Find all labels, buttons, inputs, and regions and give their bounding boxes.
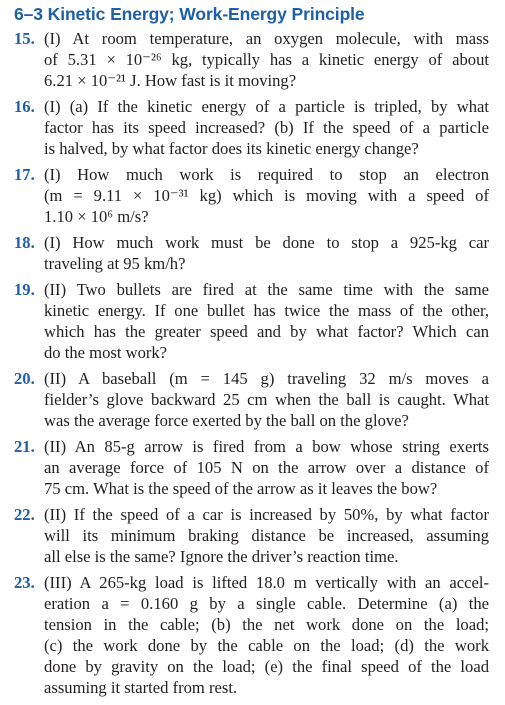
problem-line: (I) How much work must be done to stop a 925-kg car [44,233,489,252]
section-heading: 6–3 Kinetic Energy; Work-Energy Principle [14,4,365,24]
problem-line: all else is the same? Ignore the driver’s reaction time. [44,547,399,566]
problem-number: 18. [14,233,35,252]
problem-number: 20. [14,369,35,388]
problem-line: do the most work? [44,343,168,362]
problem-line: 1.10 × 10⁶ m/s? [44,207,149,226]
problem-text [44,164,489,227]
problem-line: done by gravity on the load; (e) the final speed of the load [44,657,489,676]
problem-line: is halved, by what factor does its kinetic energy change? [44,139,419,158]
problem-item [14,504,489,567]
problem-line: will its minimum braking distance be increased, assuming [44,526,489,545]
problem-line: kinetic energy. If one bullet has twice the mass of the other, [44,301,489,320]
problem-line: tension in the cable; (b) the net work done on the load; [44,615,489,634]
problem-line: (c) the work done by the cable on the load; (d) the work [44,636,489,655]
problem-text [44,232,489,274]
problem-list [14,28,489,698]
problem-line: (II) An 85-g arrow is fired from a bow whose string exerts [44,437,489,456]
problem-text [44,279,489,363]
problem-item [14,279,489,363]
problem-line: an average force of 105 N on the arrow over a distance of [44,458,489,477]
problem-item [14,164,489,227]
problem-number: 21. [14,437,35,456]
problem-item [14,232,489,274]
problem-item [14,96,489,159]
problem-line: factor has its speed increased? (b) If the speed of a particle [44,118,489,137]
problem-item [14,572,489,698]
problem-line: (I) At room temperature, an oxygen molecule, with mass [44,29,489,48]
problem-line: fielder’s glove backward 25 cm when the ball is caught. What [44,390,489,409]
problem-line: 75 cm. What is the speed of the arrow as it leaves the bow? [44,479,438,498]
problem-line: eration a = 0.160 g by a single cable. Determine (a) the [44,594,489,613]
problem-text [44,368,489,431]
problem-item [14,436,489,499]
problem-line: which has the greater speed and by what factor? Which can [44,322,489,341]
problem-line: 6.21 × 10⁻²¹ J. How fast is it moving? [44,71,297,90]
problem-number: 16. [14,97,35,116]
problem-line: of 5.31 × 10⁻²⁶ kg, typically has a kinetic energy of about [44,50,489,69]
problem-item [14,368,489,431]
problem-text [44,28,489,91]
problem-line: assuming it started from rest. [44,678,238,697]
problem-line: (I) How much work is required to stop an electron [44,165,489,184]
problem-line: (III) A 265-kg load is lifted 18.0 m vertically with an accel- [44,573,489,592]
problem-line: (II) A baseball (m = 145 g) traveling 32 m/s moves a [44,369,489,388]
problem-text [44,504,489,567]
problem-line: (I) (a) If the kinetic energy of a particle is tripled, by what [44,97,489,116]
problem-number: 19. [14,280,35,299]
problem-number: 22. [14,505,35,524]
problem-line: was the average force exerted by the ball on the glove? [44,411,409,430]
problem-text [44,572,489,698]
problem-line: (m = 9.11 × 10⁻³¹ kg) which is moving with a speed of [44,186,489,205]
problem-number: 17. [14,165,35,184]
problem-number: 23. [14,573,35,592]
problem-text [44,436,489,499]
problem-line: (II) Two bullets are fired at the same time with the same [44,280,489,299]
problem-number: 15. [14,29,35,48]
problem-item [14,28,489,91]
problem-line: traveling at 95 km/h? [44,254,186,273]
problem-line: (II) If the speed of a car is increased by 50%, by what factor [44,505,489,524]
problem-text [44,96,489,159]
